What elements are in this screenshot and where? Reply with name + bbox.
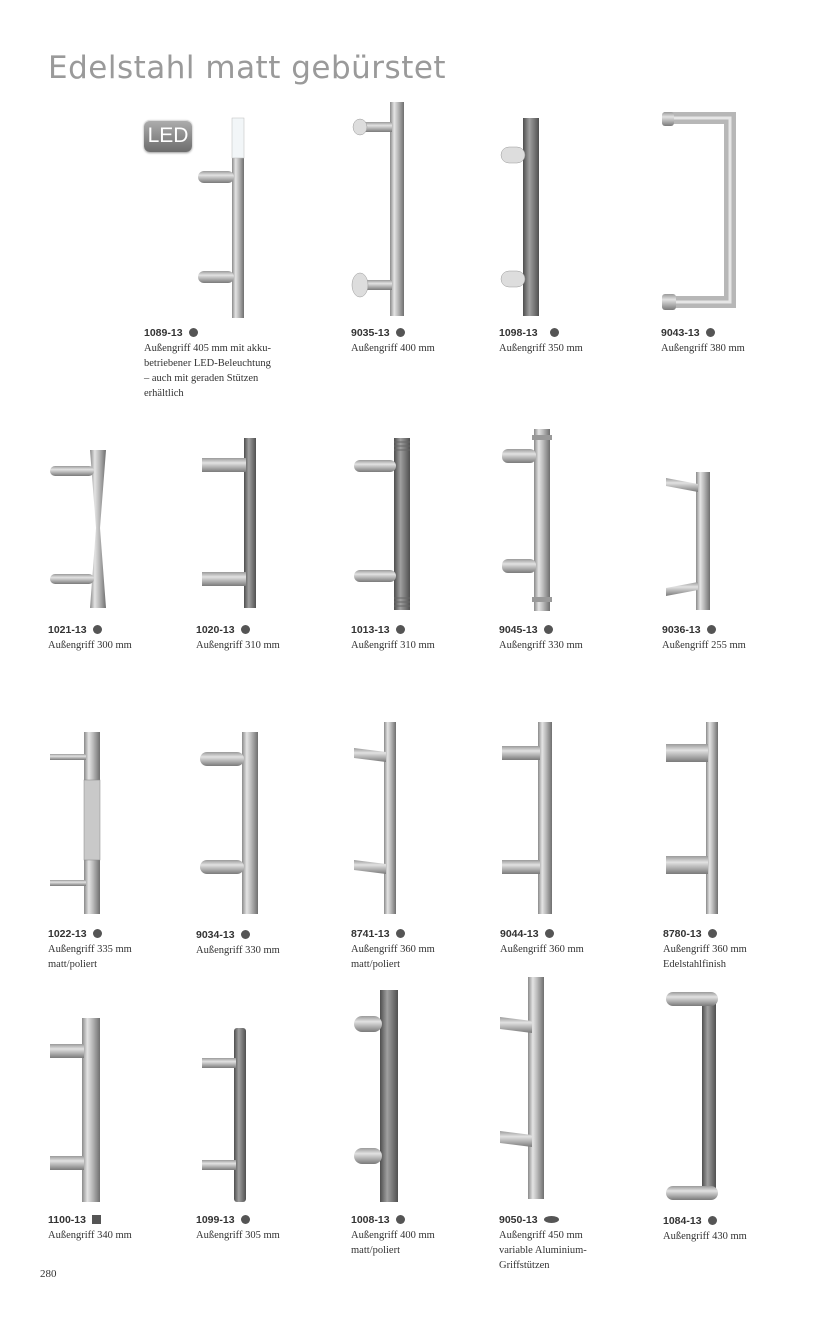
product-description: Außengriff 405 mm mit akku- bbox=[144, 343, 271, 354]
product-caption bbox=[351, 1213, 511, 1258]
product-description: Außengriff 400 mm bbox=[351, 343, 435, 354]
finish-marker-circle bbox=[396, 625, 405, 634]
handle-image-9044-13 bbox=[500, 720, 560, 916]
product-caption bbox=[144, 326, 304, 401]
finish-marker-circle bbox=[93, 625, 102, 634]
handle-image-1008-13 bbox=[350, 988, 410, 1204]
product-description: variable Aluminium- bbox=[499, 1245, 587, 1256]
product-caption bbox=[499, 326, 659, 356]
product-caption bbox=[351, 927, 511, 972]
handle-image-1089-13 bbox=[190, 115, 260, 320]
product-description: Außengriff 360 mm bbox=[663, 944, 747, 955]
handle-image-8741-13 bbox=[350, 720, 410, 916]
product-code: 8741-13 bbox=[351, 928, 390, 940]
product-code: 1020-13 bbox=[196, 624, 235, 636]
handle-image-9043-13 bbox=[658, 106, 743, 316]
product-code: 1084-13 bbox=[663, 1215, 702, 1227]
handle-image-8780-13 bbox=[662, 720, 727, 916]
handle-image-1022-13 bbox=[46, 730, 116, 916]
product-code: 1008-13 bbox=[351, 1214, 390, 1226]
product-description: erhältlich bbox=[144, 388, 184, 399]
finish-marker-circle bbox=[241, 625, 250, 634]
finish-marker-circle bbox=[550, 328, 559, 337]
page-number: 280 bbox=[40, 1268, 57, 1280]
product-description: Edelstahlfinish bbox=[663, 959, 726, 970]
product-description: Außengriff 330 mm bbox=[499, 640, 583, 651]
finish-marker-circle bbox=[545, 929, 554, 938]
handle-image-9036-13 bbox=[662, 470, 722, 612]
handle-image-9035-13 bbox=[348, 100, 418, 318]
product-description: matt/poliert bbox=[351, 1245, 400, 1256]
product-caption bbox=[48, 927, 208, 972]
handle-image-1013-13 bbox=[350, 436, 420, 612]
product-description: Außengriff 340 mm bbox=[48, 1230, 132, 1241]
handle-image-1084-13 bbox=[662, 988, 722, 1204]
product-description: Außengriff 400 mm bbox=[351, 1230, 435, 1241]
page-title: Edelstahl matt gebürstet bbox=[48, 50, 447, 86]
product-description: betriebener LED-Beleuchtung bbox=[144, 358, 271, 369]
finish-marker-circle bbox=[93, 929, 102, 938]
product-description: – auch mit geraden Stützen bbox=[144, 373, 259, 384]
handle-image-9034-13 bbox=[196, 730, 266, 916]
product-code: 9036-13 bbox=[662, 624, 701, 636]
finish-marker-circle bbox=[189, 328, 198, 337]
finish-marker-circle bbox=[396, 929, 405, 938]
product-description: Außengriff 380 mm bbox=[661, 343, 745, 354]
product-code: 9045-13 bbox=[499, 624, 538, 636]
product-description: Außengriff 310 mm bbox=[196, 640, 280, 651]
product-description: Außengriff 335 mm bbox=[48, 944, 132, 955]
product-code: 1099-13 bbox=[196, 1214, 235, 1226]
product-caption bbox=[196, 623, 356, 653]
product-description: Außengriff 450 mm bbox=[499, 1230, 583, 1241]
product-caption bbox=[196, 928, 356, 958]
product-caption bbox=[48, 1213, 208, 1243]
product-caption bbox=[499, 1213, 659, 1273]
product-code: 9044-13 bbox=[500, 928, 539, 940]
finish-marker-circle bbox=[396, 1215, 405, 1224]
product-description: Außengriff 305 mm bbox=[196, 1230, 280, 1241]
product-code: 1089-13 bbox=[144, 327, 183, 339]
handle-image-1020-13 bbox=[198, 436, 268, 611]
product-caption bbox=[661, 326, 821, 356]
product-code: 1022-13 bbox=[48, 928, 87, 940]
product-description: matt/poliert bbox=[48, 959, 97, 970]
handle-image-9045-13 bbox=[498, 427, 558, 613]
product-caption bbox=[351, 623, 511, 653]
product-code: 1100-13 bbox=[48, 1214, 86, 1226]
product-description: matt/poliert bbox=[351, 959, 400, 970]
finish-marker-oval bbox=[544, 1216, 559, 1223]
product-code: 1021-13 bbox=[48, 624, 87, 636]
product-caption bbox=[351, 326, 511, 356]
product-caption bbox=[662, 623, 822, 653]
finish-marker-circle bbox=[706, 328, 715, 337]
product-code: 9043-13 bbox=[661, 327, 700, 339]
product-caption bbox=[48, 623, 208, 653]
finish-marker-circle bbox=[241, 1215, 250, 1224]
product-description: Außengriff 350 mm bbox=[499, 343, 583, 354]
product-description: Griffstützen bbox=[499, 1260, 550, 1271]
product-caption bbox=[196, 1213, 356, 1243]
product-description: Außengriff 310 mm bbox=[351, 640, 435, 651]
product-code: 9050-13 bbox=[499, 1214, 538, 1226]
handle-image-1099-13 bbox=[198, 1026, 258, 1204]
product-description: Außengriff 360 mm bbox=[500, 944, 584, 955]
product-code: 1013-13 bbox=[351, 624, 390, 636]
product-description: Außengriff 255 mm bbox=[662, 640, 746, 651]
handle-image-1021-13 bbox=[46, 448, 116, 613]
product-caption bbox=[663, 1214, 823, 1244]
product-description: Außengriff 300 mm bbox=[48, 640, 132, 651]
handle-image-1100-13 bbox=[46, 1016, 106, 1204]
product-description: Außengriff 330 mm bbox=[196, 945, 280, 956]
handle-image-9050-13 bbox=[498, 975, 558, 1201]
product-description: Außengriff 430 mm bbox=[663, 1231, 747, 1242]
product-caption bbox=[499, 623, 659, 653]
product-caption bbox=[500, 927, 660, 957]
finish-marker-circle bbox=[396, 328, 405, 337]
product-code: 8780-13 bbox=[663, 928, 702, 940]
product-code: 1098-13 bbox=[499, 327, 538, 339]
finish-marker-square bbox=[92, 1215, 101, 1224]
handle-image-1098-13 bbox=[495, 115, 555, 320]
finish-marker-circle bbox=[708, 1216, 717, 1225]
finish-marker-circle bbox=[707, 625, 716, 634]
product-code: 9034-13 bbox=[196, 929, 235, 941]
product-caption bbox=[663, 927, 823, 972]
product-code: 9035-13 bbox=[351, 327, 390, 339]
product-description: Außengriff 360 mm bbox=[351, 944, 435, 955]
finish-marker-circle bbox=[241, 930, 250, 939]
finish-marker-circle bbox=[544, 625, 553, 634]
led-badge: LED bbox=[144, 120, 192, 152]
finish-marker-circle bbox=[708, 929, 717, 938]
